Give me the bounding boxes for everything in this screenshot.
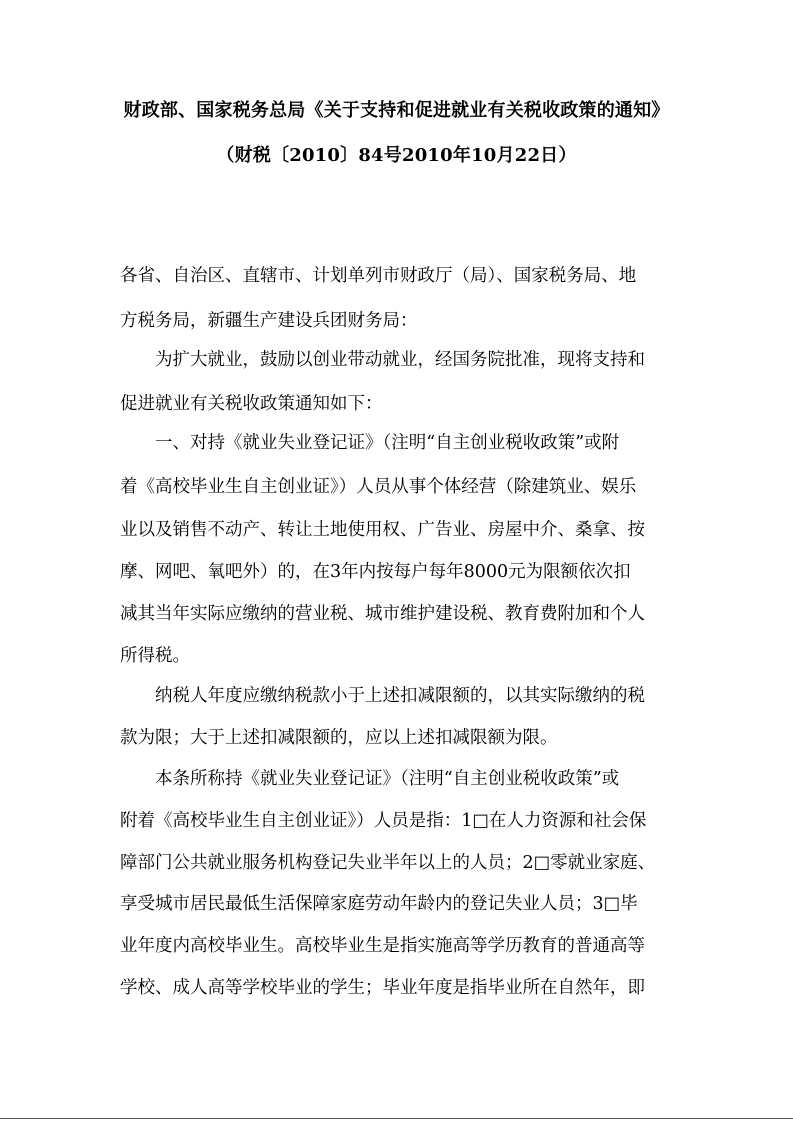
body-line: 附着《高校毕业生自主创业证》）人员是指：1□在人力资源和社会保 [120, 811, 647, 831]
body-line: 享受城市居民最低生活保障家庭劳动年龄内的登记失业人员；3□毕 [120, 894, 638, 914]
body-line: 本条所称持《就业失业登记证》（注明“自主创业税收政策”或 [155, 769, 620, 789]
body-line: 款为限；大于上述扣减限额的，应以上述扣减限额为限。 [120, 728, 558, 748]
body-line: 业年度内高校毕业生。高校毕业生是指实施高等学历教育的普通高等 [120, 936, 645, 956]
body-line: 促进就业有关税收政策通知如下： [120, 394, 383, 414]
body-line: 学校、成人高等学校毕业的学生；毕业年度是指毕业所在自然年，即 [120, 978, 645, 998]
body-line: 所得税。 [120, 646, 190, 666]
document-reference: （财税〔2010〕84号2010年10月22日） [216, 145, 577, 166]
body-line: 方税务局，新疆生产建设兵团财务局： [120, 311, 418, 331]
body-line: 摩、网吧、氧吧外）的，在3年内按每户每年8000元为限额依次扣 [120, 562, 631, 582]
body-line: 各省、自治区、直辖市、计划单列市财政厅（局）、国家税务局、地 [120, 266, 637, 286]
body-line: 为扩大就业，鼓励以创业带动就业，经国务院批准，现将支持和 [155, 350, 645, 370]
page-bottom-divider [0, 1118, 793, 1119]
body-line: 业以及销售不动产、转让土地使用权、广告业、房屋中介、桑拿、按 [120, 520, 645, 540]
body-line: 着《高校毕业生自主创业证》）人员从事个体经营（除建筑业、娱乐 [120, 477, 637, 497]
body-line: 纳税人年度应缴纳税款小于上述扣减限额的，以其实际缴纳的税 [155, 686, 645, 706]
document-title: 财政部、国家税务总局《关于支持和促进就业有关税收政策的通知》 [123, 100, 670, 121]
body-line: 减其当年实际应缴纳的营业税、城市维护建设税、教育费附加和个人 [120, 604, 645, 624]
body-line: 障部门公共就业服务机构登记失业半年以上的人员；2□零就业家庭、 [120, 853, 656, 873]
body-line: 一、对持《就业失业登记证》（注明“自主创业税收政策”或附 [155, 433, 620, 453]
